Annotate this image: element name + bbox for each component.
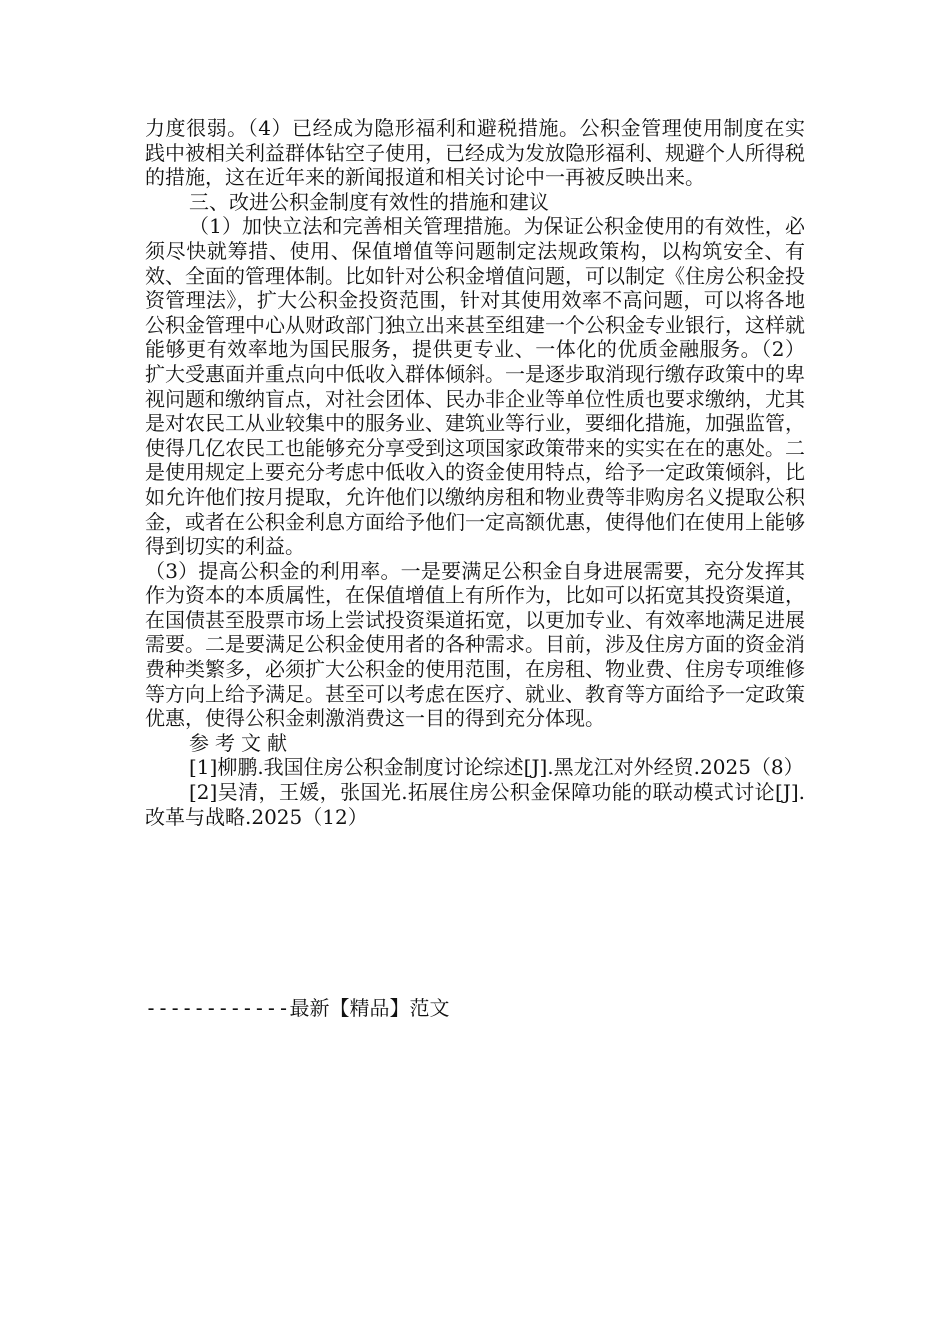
- footer-banner: ------------最新【精品】范文: [145, 996, 450, 1020]
- references-title: 参考文献: [189, 730, 293, 755]
- reference-item-1: [1]柳鹏.我国住房公积金制度讨论综述[J].黑龙江对外经贸.2025（8）: [189, 755, 804, 780]
- measures-paragraph-2: （3）提高公积金的利用率。一是要满足公积金自身进展需要，充分发挥其作为资本的本质属性，在保值增值上有所作为，比如可以拓宽其投资渠道，在国债甚至股票市场上尝试投资渠道拓宽，以更加专业、有效率地满足进展需要。二是要满足公积金使用者的各种需求。目前，涉及住房方面的资金消费种类繁多，必须扩大公积金的使用范围，在房租、物业费、住房专项维修等方向上给予满足。甚至可以考虑在医疗、就业、教育等方面给予一定政策优惠，使得公积金刺激消费这一目的得到充分体现。: [145, 558, 805, 731]
- reference-item-2: [2]吴清，王媛，张国光.拓展住房公积金保障功能的联动模式讨论[J].改革与战略.2025（12）: [145, 780, 805, 829]
- measures-paragraph-1: （1）加快立法和完善相关管理措施。为保证公积金使用的有效性，必须尽快就筹措、使用、保值增值等问题制定法规政策构，以构筑安全、有效、全面的管理体制。比如针对公积金增值问题，可以制定《住房公积金投资管理法》，扩大公积金投资范围，针对其使用效率不高问题，可以将各地公积金管理中心从财政部门独立出来甚至组建一个公积金专业银行，这样就能够更有效率地为国民服务，提供更专业、一体化的优质金融服务。（2）扩大受惠面并重点向中低收入群体倾斜。一是逐步取消现行缴存政策中的卑视问题和缴纳盲点，对社会团体、民办非企业等单位性质也要求缴纳，尤其是对农民工从业较集中的服务业、建筑业等行业，要细化措施，加强监管，使得几亿农民工也能够充分享受到这项国家政策带来的实实在在的惠处。二是使用规定上要充分考虑中低收入的资金使用特点，给予一定政策倾斜，比如允许他们按月提取，允许他们以缴纳房租和物业费等非购房名义提取公积金，或者在公积金利息方面给予他们一定高额优惠，使得他们在使用上能够得到切实的利益。: [145, 214, 805, 559]
- document-body: [145, 116, 805, 829]
- section-heading: 三、改进公积金制度有效性的措施和建议: [189, 189, 549, 214]
- continuation-paragraph: 力度很弱。（4）已经成为隐形福利和避税措施。公积金管理使用制度在实践中被相关利益群体钻空子使用，已经成为发放隐形福利、规避个人所得税的措施，这在近年来的新闻报道和相关讨论中一再被反映出来。: [145, 116, 805, 190]
